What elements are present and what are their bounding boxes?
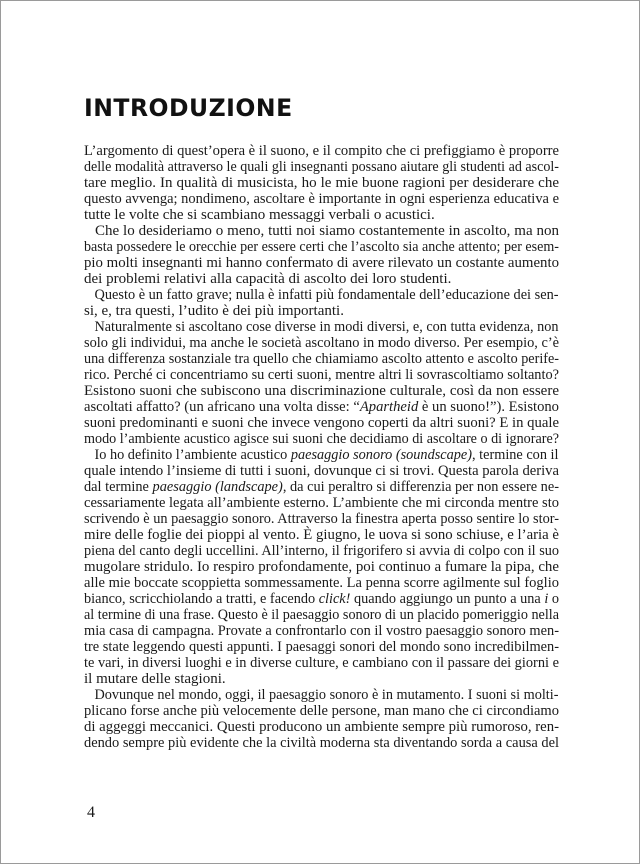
text-span: quale intendo l’insieme di tutti i suoni, dovunque ci si trovi. Questa parola deriva — [84, 463, 559, 479]
text-span: una differenza sostanziale tra quello che chiamiamo ascolto attento e ascolto perife- — [84, 351, 559, 367]
text-line — [84, 415, 559, 431]
text-span: L’argomento di quest’opera è il suono, e il compito che ci prefiggiamo è proporre — [84, 143, 559, 159]
text-line — [84, 735, 559, 751]
text-line — [84, 159, 559, 175]
text-span: modo l’ambiente acustico agisce sui suoni che decidiamo di ascoltare o di ignorare? — [84, 431, 559, 447]
text-span: Che lo desideriamo o meno, tutti noi siamo costantemente in ascolto, ma non — [95, 223, 559, 239]
paragraph — [84, 447, 559, 687]
text-span: Questo è un fatto grave; nulla è infatti più fondamentale dell’educazione dei sen- — [94, 287, 559, 303]
text-span: delle modalità attraverso le quali gli insegnanti possano aiutare gli studenti ad ascol- — [84, 159, 559, 175]
paragraph — [84, 223, 559, 287]
text-line — [84, 143, 559, 159]
text-span: alle mie boccate scoppietta sommessamente. La penna scorre agilmente sul foglio — [84, 575, 559, 591]
text-line — [84, 511, 559, 527]
page-number: 4 — [87, 804, 95, 821]
text-span: tutte le volte che si scambiano messaggi verbali o acustici. — [84, 207, 435, 223]
text-line — [84, 399, 559, 415]
text-line — [84, 191, 559, 207]
text-span: Naturalmente si ascoltano cose diverse in modi diversi, e, con tutta evidenza, non — [94, 319, 559, 335]
text-span: bianco, scricchiolando a tratti, e facendo — [84, 591, 319, 607]
text-line — [84, 239, 559, 255]
text-span: , termine con il — [471, 447, 559, 463]
text-span: Dovunque nel mondo, oggi, il paesaggio sonoro è in mutamento. I suoni si molti- — [94, 687, 559, 703]
paragraph — [84, 687, 559, 751]
text-line — [84, 351, 559, 367]
italic-text: i — [544, 591, 549, 607]
text-line — [84, 495, 559, 511]
text-span: dal termine — [84, 479, 153, 495]
italic-text: paesaggio (landscape) — [152, 479, 283, 495]
text-line — [84, 543, 559, 559]
text-line — [84, 703, 559, 719]
text-span: mire delle foglie dei pioppi al vento. È giugno, le uova si sono schiuse, e l’aria è — [84, 527, 559, 543]
paragraph — [84, 319, 559, 447]
text-line — [84, 591, 559, 607]
text-span: , da cui peraltro si differenzia per non essere ne- — [282, 479, 559, 495]
text-span: il mutare delle stagioni. — [84, 671, 226, 687]
text-line — [84, 607, 559, 623]
text-span: te vari, in diversi luoghi e in diverse culture, e cambiano con il passare dei giorni e — [84, 655, 559, 671]
text-span: pio molti insegnanti mi hanno confermato di avere rilevato un costante aumento — [84, 255, 559, 271]
text-span: solo gli individui, ma anche le società ascoltano in modo diverso. Per esempio, c’è — [84, 335, 559, 351]
text-line — [84, 271, 559, 287]
text-line — [84, 671, 559, 687]
text-span: plicano forse anche più velocemente delle persone, man mano che ci circondiamo — [84, 703, 559, 719]
text-span: rico. Perché ci concentriamo su certi suoni, mentre altri li sovrascoltiamo soltanto? — [84, 367, 559, 383]
text-line — [84, 655, 559, 671]
text-line — [84, 559, 559, 575]
text-line — [84, 431, 559, 447]
text-line — [84, 447, 559, 463]
text-line — [84, 223, 559, 239]
text-line — [84, 335, 559, 351]
text-line — [84, 207, 559, 223]
text-span: dendo sempre più evidente che la civiltà moderna sta diventando sorda a causa del — [84, 735, 559, 751]
text-line — [84, 175, 559, 191]
text-span: di aggeggi meccanici. Questi producono un ambiente sempre più rumoroso, ren- — [84, 719, 559, 735]
text-span: Esistono suoni che subiscono una discriminazione culturale, così da non essere — [84, 383, 559, 399]
text-line — [84, 623, 559, 639]
text-line — [84, 719, 559, 735]
text-span: o — [548, 591, 559, 607]
text-span: mugolare stridulo. Io respiro profondamente, poi continuo a fumare la pipa, che — [84, 559, 559, 575]
text-line — [84, 383, 559, 399]
italic-text: click! — [318, 591, 351, 607]
text-line — [84, 479, 559, 495]
paragraph — [84, 287, 559, 319]
text-line — [84, 639, 559, 655]
chapter-title: INTRODUZIONE — [84, 94, 293, 122]
text-span: cessariamente legata all’ambiente esterno. L’ambiente che mi circonda mentre sto — [84, 495, 559, 511]
text-line — [84, 303, 559, 319]
text-line — [84, 575, 559, 591]
text-line — [84, 255, 559, 271]
text-span: si, e, tra questi, l’udito è dei più importanti. — [84, 303, 344, 319]
text-span: tare meglio. In qualità di musicista, ho le mie buone ragioni per desiderare che — [84, 175, 559, 191]
text-line — [84, 687, 559, 703]
text-span: piena del canto degli uccellini. All’interno, il frigorifero si avvia di colpo con il suo — [84, 543, 559, 559]
text-span: tre state leggendo questi appunti. I paesaggi sonori del mondo sono incredibilmen- — [84, 639, 559, 655]
text-span: mia casa di campagna. Provate a confrontarlo con il vostro paesaggio sonoro men- — [84, 623, 559, 639]
text-span: al termine di una frase. Questo è il paesaggio sonoro di un placido pomeriggio nella — [84, 607, 559, 623]
text-line — [84, 463, 559, 479]
text-span: è un suono!”). Esistono — [418, 399, 559, 415]
paragraph — [84, 143, 559, 223]
text-span: basta possedere le orecchie per essere certi che l’ascolto sia anche attento; per esem- — [84, 239, 559, 255]
text-span: dei problemi relativi alla capacità di ascolto dei loro studenti. — [84, 271, 452, 287]
text-span: suoni predominanti e suoni che invece vengono coperti da altri suoni? E in quale — [84, 415, 559, 431]
italic-text: Apartheid — [359, 399, 419, 415]
text-line — [84, 367, 559, 383]
text-line — [84, 287, 559, 303]
text-span: questo avvenga; nondimeno, ascoltare è importante in ogni esperienza educativa e — [84, 191, 559, 207]
text-span: Io ho definito l’ambiente acustico — [94, 447, 291, 463]
text-span: ascoltati affatto? (un africano una volta disse: “ — [84, 399, 360, 415]
text-span: scrivendo è un paesaggio sonoro. Attraverso la finestra aperta posso sentire lo stor- — [84, 511, 559, 527]
text-span: quando aggiungo un punto a una — [350, 591, 545, 607]
body-text — [84, 143, 559, 751]
text-line — [84, 319, 559, 335]
italic-text: paesaggio sonoro (soundscape) — [290, 447, 472, 463]
text-line — [84, 527, 559, 543]
